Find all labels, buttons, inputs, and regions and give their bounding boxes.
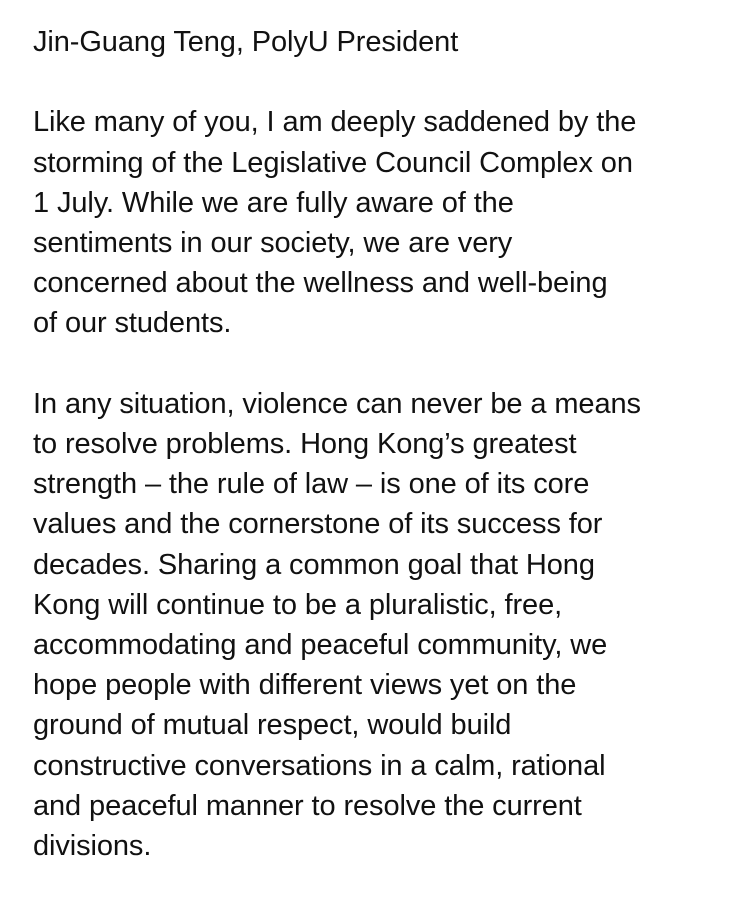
paragraph-2-line-12: divisions.	[33, 830, 152, 863]
paragraph-1-line-6: of our students.	[33, 307, 232, 340]
paragraph-2-line-5: decades. Sharing a common goal that Hong	[33, 548, 595, 581]
paragraph-2-line-4: values and the cornerstone of its success for	[33, 508, 603, 541]
paragraph-1-line-5: concerned about the wellness and well-being	[33, 267, 608, 300]
paragraph-2-line-1: In any situation, violence can never be a means	[33, 387, 641, 420]
paragraph-2-line-10: constructive conversations in a calm, rational	[33, 749, 606, 782]
paragraph-1	[33, 102, 730, 343]
paragraph-2-line-8: hope people with different views yet on the	[33, 669, 577, 702]
paragraph-1-line-1: Like many of you, I am deeply saddened by the	[33, 106, 637, 139]
paragraph-gap	[33, 344, 730, 384]
paragraph-2-line-11: and peaceful manner to resolve the current	[33, 789, 582, 822]
paragraph-2-line-3: strength – the rule of law – is one of its core	[33, 468, 590, 501]
paragraph-2-line-7: accommodating and peaceful community, we	[33, 629, 608, 662]
paragraph-2-line-9: ground of mutual respect, would build	[33, 709, 512, 742]
paragraph-1-line-4: sentiments in our society, we are very	[33, 227, 513, 259]
paragraph-1-line-3: 1 July. While we are fully aware of the	[33, 186, 514, 219]
paragraph-gap	[33, 62, 730, 102]
paragraph-1-line-2: storming of the Legislative Council Complex on	[33, 146, 633, 179]
statement-title: Jin-Guang Teng, PolyU President	[33, 26, 459, 58]
paragraph-2-line-2: to resolve problems. Hong Kong’s greatest	[33, 428, 577, 460]
paragraph-2-line-6: Kong will continue to be a pluralistic, free,	[33, 588, 563, 621]
paragraph-2	[33, 384, 730, 866]
